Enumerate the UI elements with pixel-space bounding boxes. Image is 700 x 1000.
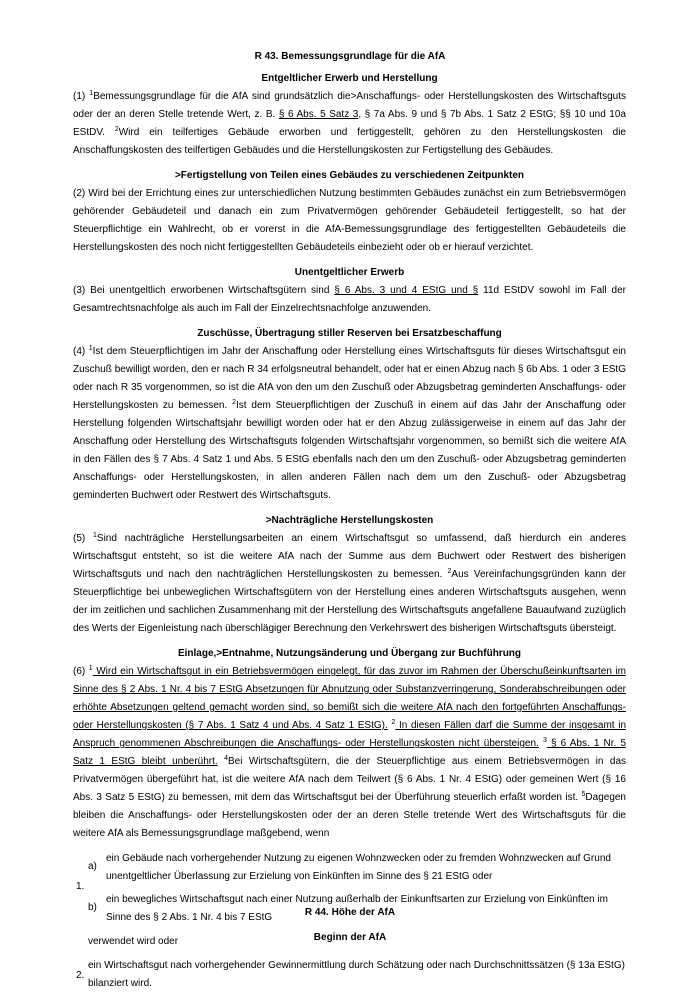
- paragraph-2: (2) Wird bei der Errichtung eines zur unterschiedlichen Nutzung bestimmten Gebäudes zunächst ein zum Betriebsvermögen gehörender Gebäudeteil und danach ein zum Privatvermögen gehörender Gebäudeteil fertiggestellt, so hat der Steuerpflichtige ein Wahlrecht, ob er vorerst in die AfA-Bemessungsgrundlage des fertiggestellten Gebäudeteils die Herstellungskosten des noch nicht fertiggestellten Gebäudeteils einbezieht oder ob er hierauf verzichtet.: [73, 188, 626, 253]
- section-heading: >Fertigstellung von Teilen eines Gebäudes zu verschiedenen Zeitpunkten: [174, 170, 525, 181]
- section-3: [73, 264, 626, 318]
- section-heading: Einlage,>Entnahme, Nutzungsänderung und Übergang zur Buchführung: [177, 648, 522, 659]
- r43-content: [73, 70, 626, 1000]
- list-label: b): [88, 902, 97, 913]
- list-text: ein Wirtschaftsgut nach vorhergehender Gewinnermittlung durch Schätzung oder nach Durchschnittssätzen (§ 13a EStG) bilanziert wird.: [88, 960, 625, 989]
- section-heading: Zuschüsse, Übertragung stiller Reserven bei Ersatzbeschaffung: [197, 328, 502, 339]
- r43-title: R 43. Bemessungsgrundlage für die AfA: [254, 51, 446, 62]
- section-2: [73, 167, 626, 257]
- r44-title: R 44. Höhe der AfA: [304, 907, 396, 918]
- paragraph-4: (4) $^1$Ist dem Steuerpflichtigen im Jahr der Anschaffung oder Herstellung eines Wirtschaftsguts für dieses Wirtschaftsgut ein Zuschuß bewilligt worden, den er nach R 34 erfolgsneutral behandelt, oder hat er einen Abzug nach § 6b Abs. 1 oder 3 EStG oder nach R 35 vorgenommen, so ist die AfA von den um den Zuschuß oder Abzugsbetrag geminderten Anschaffungs- oder Herstellungskosten zu bemessen. $^2$Ist dem Steuerpflichtigen der Zuschuß in einem auf das Jahr der Anschaffung oder Herstellung folgenden Wirtschaftsjahr bewilligt worden oder hat er den Abzug zulässigerweise in einem auf das Jahr der Anschaffung oder Herstellung des Wirtschaftsguts folgenden Wirtschaftsjahr vorgenommen, so bemißt sich die weitere AfA in den Fällen des § 7 Abs. 4 Satz 1 und Abs. 5 EStG ebenfalls nach den um den Zuschuß- oder Abzugsbetrag geminderten Anschaffungs- oder Herstellungskosten, in allen anderen Fällen nach dem um den Zuschuß- oder Abzugsbetrag geminderten Buchwert oder Restwert des Wirtschaftsguts.: [73, 345, 627, 501]
- list-number: 2.: [76, 970, 85, 981]
- list-text: ein Gebäude nach vorhergehender Nutzung zu eigenen Wohnzwecken oder zu fremden Wohnzwecken auf Grund unentgeltlicher Überlassung zur Erzielung von Einkünften im Sinne des § 21 EStG oder: [106, 853, 611, 882]
- list-tail: verwendet wird oder: [88, 936, 179, 947]
- paragraph-6: (6) $^1$ Wird ein Wirtschaftsgut in ein Betriebsvermögen eingelegt, für das zuvor im Rahmen der Überschußeinkunftsarten im Sinne des § 2 Abs. 1 Nr. 4 bis 7 EStG Absetzungen für Abnutzung oder Substanzverringerung, Sonderabschreibungen oder erhöhte Absetzungen geltend gemacht worden sind, so bemißt sich die weitere AfA nach den fortgeführten Anschaffungs- oder Herstellungskosten (§ 7 Abs. 1 Satz 4 und Abs. 4 Satz 1 EStG). $^2$ In diesen Fällen darf die Summe der insgesamt in Anspruch genommenen Abschreibungen die Anschaffungs- oder Herstellungskosten nicht übersteigen. $^3$ § 6 Abs. 1 Nr. 5 Satz 1 EStG bleibt unberührt. $^4$Bei Wirtschaftsgütern, die der Steuerpflichtige aus einem Betriebsvermögen in das Privatvermögen übergeführt hat, ist die weitere AfA nach dem Teilwert (§ 6 Abs. 1 Nr. 4 EStG) oder gemeinen Wert (§ 16 Abs. 3 Satz 5 EStG) zu bemessen, mit dem das Wirtschaftsgut bei der Überführung steuerlich erfaßt worden ist. $^5$Dagegen bleiben die Anschaffungs- oder Herstellungskosten oder der an deren Stelle tretende Wert des Wirtschaftsguts für die weitere AfA als Bemessungsgrundlage maßgebend, wenn: [73, 665, 627, 839]
- paragraph-5: (5) $^1$Sind nachträgliche Herstellungsarbeiten an einem Wirtschaftsgut so umfassend, daß hierdurch ein anderes Wirtschaftsgut entsteht, so ist die weitere AfA nach der Summe aus dem Buchwert oder Restwert des bisherigen Wirtschaftsguts und nach den nachträglichen Herstellungskosten zu bemessen. $^2$Aus Vereinfachungsgründen kann der Steuerpflichtige bei unbeweglichen Wirtschaftsgütern von der Herstellung eines anderen Wirtschaftsguts ausgehen, wenn der im zeitlichen und sachlichen Zusammenhang mit der Herstellung des Wirtschaftsguts angefallene Bauaufwand zuzüglich des Werts der Eigenleistung nach überschlägiger Berechnung den Verkehrswert des bisherigen Wirtschaftsguts übersteigt.: [73, 532, 627, 634]
- list-label: a): [88, 861, 97, 872]
- paragraph-1: (1) $^1$Bemessungsgrundlage für die AfA sind grundsätzlich die>Anschaffungs- oder Herstellungskosten des Wirtschaftsguts oder der an deren Stelle tretende Wert, z. B. § 6 Abs. 5 Satz 3, § 7a Abs. 9 und § 7b Abs. 1 Satz 2 EStG; §§ 10 und 10a EStDV. $^2$Wird ein teilfertiges Gebäude erworben und fertiggestellt, gehören zu den Herstellungskosten die Anschaffungskosten des teilfertigen Gebäudes und die Herstellungskosten zur Fertigstellung des Gebäudes.: [73, 90, 626, 156]
- section-heading: >Nachträgliche Herstellungskosten: [265, 515, 434, 526]
- section-heading: Entgeltlicher Erwerb und Herstellung: [261, 73, 438, 84]
- paragraph-3: (3) Bei unentgeltlich erworbenen Wirtschaftsgütern sind § 6 Abs. 3 und 4 EStG und § 11d EStDV sowohl im Fall der Gesamtrechtsnachfolge als auch im Fall der Einzelrechtsnachfolge anzuwenden.: [73, 285, 626, 314]
- section-heading: Unentgeltlicher Erwerb: [294, 267, 405, 278]
- list-item-2: [73, 957, 626, 993]
- section-1: [73, 70, 626, 160]
- list-item-a: [88, 850, 626, 886]
- r44-subheading: Beginn der AfA: [313, 932, 387, 943]
- section-4: [73, 325, 626, 505]
- list-number: 1.: [76, 881, 85, 892]
- list-text: ein bewegliches Wirtschaftsgut nach einer Nutzung außerhalb der Einkunftsarten zur Erzielung von Einkünften im Sinne des § 2 Abs. 1 Nr. 4 bis 7 EStG: [106, 894, 608, 923]
- section-5: [73, 512, 626, 638]
